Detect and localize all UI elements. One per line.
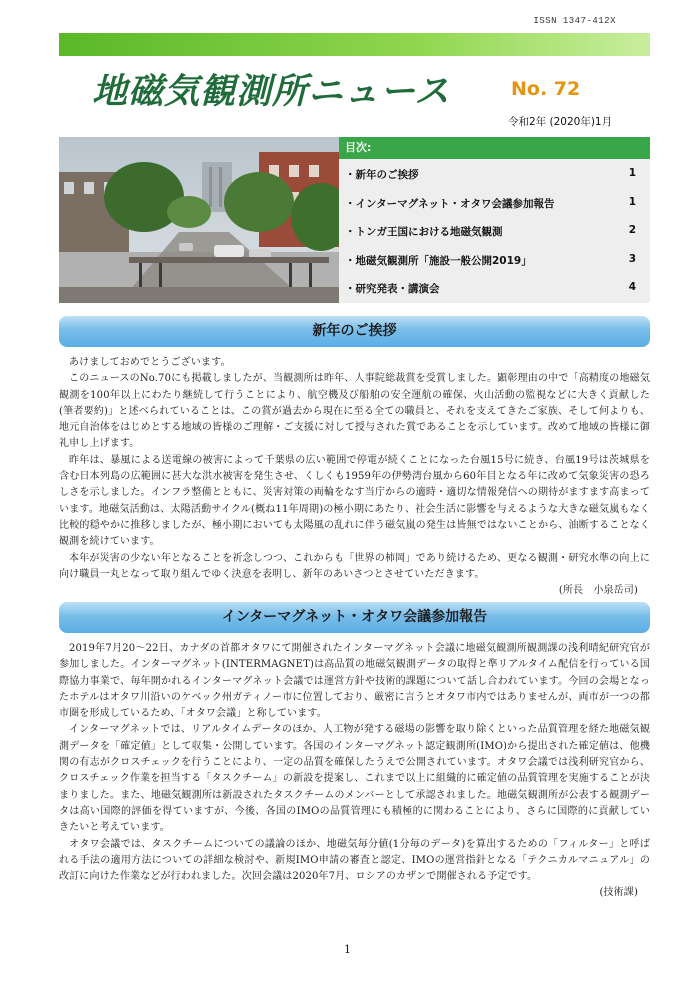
- masthead-title: 地磁気観測所ニュース: [92, 72, 451, 112]
- toc-heading: 目次:: [339, 137, 650, 159]
- paragraph: 昨年は、暴風による送電線の被害によって千葉県の広い範囲で停電が続くことになった台風15号に続き、台風19号は茨城県を含む日本列島の広範囲に甚大な洪水被害を発生させ、くしくも1959年の伊勢湾台風から60年目となる年に改めて気象災害の恐ろしさを示しました。インフラ整備とともに、災害対策の両輪をなす当庁からの適時・適切な情報発信への期待がますます高まっています。地磁気活動は、太陽活動サイクル(概ね11年周期)の極小期にあたり、社会生活に影響を与えるような大きな磁気嵐もなく比較的穏やかに推移しましたが、極小期においても太陽風の乱れに伴う磁気嵐の発生は皆無ではないことから、油断することなく観測を続けています。: [59, 454, 650, 548]
- toc-item-page: 1: [628, 167, 636, 179]
- toc-item[interactable]: [339, 216, 650, 245]
- issue-date: 令和2年 (2020年)1月: [508, 116, 613, 128]
- signature: (技術課): [599, 887, 638, 899]
- section-body-new-year: [59, 355, 650, 599]
- section-body-intermagnet: [59, 641, 650, 902]
- toc-item-title: ・地磁気観測所「施設一般公開2019」: [345, 254, 532, 267]
- toc-item-page: 1: [628, 195, 636, 208]
- toc-item-page: 4: [628, 281, 636, 293]
- toc-item[interactable]: [339, 159, 650, 188]
- signature: (所長 小泉岳司): [558, 585, 638, 597]
- paragraph: 本年が災害の少ない年となることを祈念しつつ、これからも「世界の柿岡」であり続けるため、更なる観測・研究水準の向上に向け職員一丸となって取り組んでゆく決意を表明し、新年のあいさつとさせていただきます。: [59, 552, 650, 580]
- toc-item-page: 3: [628, 252, 636, 265]
- issn-label: ISSN 1347-412X: [533, 16, 616, 26]
- toc-item-page: 2: [628, 224, 636, 236]
- page-number: 1: [344, 943, 351, 956]
- toc-item-title: ・インターマグネット・オタワ会議参加報告: [345, 197, 555, 210]
- section-heading-new-year: 新年のご挨拶: [59, 316, 650, 347]
- paragraph: このニュースのNo.70にも掲載しましたが、当観測所は昨年、人事院総裁賞を受賞しました。顕彰理由の中で「高精度の地磁気観測を100年以上にわたり継続して行うことにより、航空機及び船舶の安全運航の確保、火山活動の監視などに大きく貢献した(筆者要約)」と述べられていることは、この賞が過去から現在に至る全ての職員と、それを支えてきたご家族、そして何よりも、地元自治体をはじめとする地域の皆様のご理解・ご支援に対して授与された賞であることを示しています。改めて地域の皆様に御礼申し上げます。: [59, 373, 650, 450]
- paragraph: 2019年7月20～22日、カナダの首都オタワにて開催されたインターマグネット会議に地磁気観測所観測課の浅利晴紀研究官が参加しました。インターマグネット(INTERMAGNET)は高品質の地磁気観測データの取得と準リアルタイム配信を行っている国際協力事業で、毎年開かれるインターマグネット会議では運営方針や技術的課題について話し合われています。今回の会場となったホテルはオタワ川沿いのケベック州ガティノー市に位置しており、厳密に言うとオタワ市内ではありませんが、両市が一つの都市圏を形成しているため、「オタワ会議」と称しています。: [59, 643, 650, 720]
- section-heading-intermagnet: インターマグネット・オタワ会議参加報告: [59, 602, 650, 633]
- toc-item-title: ・新年のご挨拶: [345, 169, 419, 181]
- toc-item[interactable]: [339, 273, 650, 302]
- paragraph: インターマグネットでは、リアルタイムデータのほか、人工物が発する磁場の影響を取り除くといった品質管理を経た地磁気観測データを「確定値」として収集・公開しています。各国のインターマグネット認定観測所(IMO)から提出された確定値は、他機関の有志がクロスチェックを行うことにより、一定の品質を確保したうえで公開されています。オタワ会議では浅利研究官から、クロスチェック作業を担当する「タスクチーム」の新設を提案し、これまで以上に組織的に確定値の品質管理を実施することが決まりました。また、地磁気観測所は新設されたタスクチームのメンバーとして承認されました。地磁気観測所が公表する観測データは高い国際的評価を得ていますが、今後、各国のIMOの品質管理にも積極的に関わることにより、さらに国際的に貢献していきたいと考えています。: [59, 724, 650, 834]
- toc-item-title: ・研究発表・講演会: [345, 283, 440, 295]
- table-of-contents: [339, 137, 650, 303]
- header-green-bar: [59, 33, 650, 56]
- paragraph: あけましておめでとうございます。: [69, 357, 231, 368]
- toc-item-title: ・トンガ王国における地磁気観測: [345, 226, 503, 238]
- cover-photo: [59, 137, 339, 303]
- issue-number: No. 72: [511, 78, 581, 100]
- toc-item[interactable]: [339, 245, 650, 274]
- toc-item[interactable]: [339, 188, 650, 217]
- paragraph: オタワ会議では、タスクチームについての議論のほか、地磁気毎分値(1分毎のデータ)を算出するための「フィルター」と呼ばれる手法の適用方法についての詳細な検討や、新規IMO申請の審査と認定、IMOの運営指針となる「テクニカルマニュアル」の改訂に向けた作業などが行われました。次回会議は2020年7月、ロシアのカザンで開催される予定です。: [59, 838, 650, 883]
